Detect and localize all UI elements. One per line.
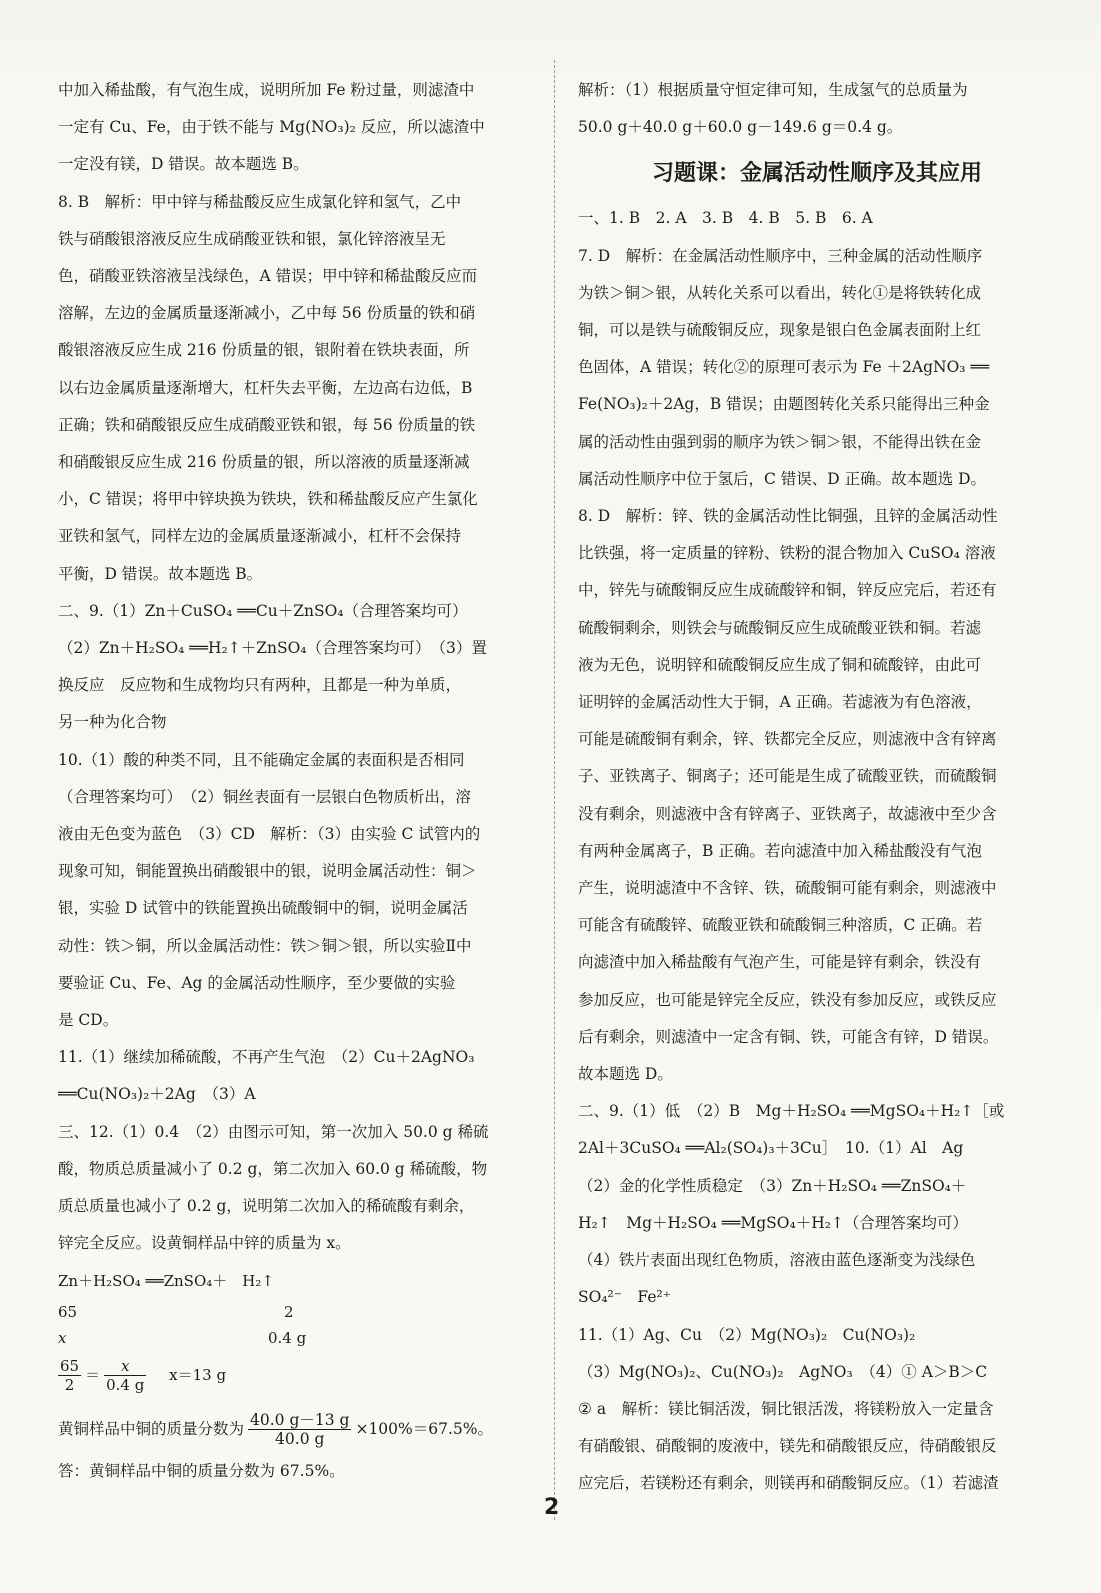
given-h2: 0.4 g: [268, 1328, 307, 1347]
right-column-line: 铜，可以是铁与硫酸铜反应，现象是银白色金属表面附上红: [578, 321, 982, 340]
left-column-line: 二、9.（1）Zn＋CuSO₄ ══Cu＋ZnSO₄（合理答案均可）: [58, 601, 468, 620]
ratio-row: $\frac{65}{2}$ ＝ $\frac{x}{0.4 g}$ x＝13 g: [60, 1357, 227, 1394]
right-column-line: 2Al＋3CuSO₄ ══Al₂(SO₄)₃＋3Cu］ 10.（1）Al Ag: [578, 1139, 964, 1158]
left-column-line: 8. B 解析：甲中锌与稀盐酸反应生成氯化锌和氢气，乙中: [58, 192, 462, 211]
right-column-line: 一、1. B 2. A 3. B 4. B 5. B 6. A: [578, 209, 873, 228]
ratio-right: $\frac{x}{0.4 g}$: [106, 1357, 145, 1394]
right-column-line: 液为无色，说明锌和硫酸铜反应生成了铜和硫酸锌，由此可: [578, 655, 982, 674]
right-column-line: 子、亚铁离子、铜离子；还可能是生成了硫酸亚铁，而硫酸铜: [578, 767, 997, 786]
reaction-equation: Zn＋H₂SO₄ ══ZnSO₄＋ H₂↑: [58, 1271, 274, 1290]
left-column-line: 和硝酸银反应生成 216 份质量的银，所以溶液的质量逐渐减: [58, 453, 470, 472]
left-column-line: 动性：铁＞铜，所以金属活动性：铁＞铜＞银，所以实验Ⅱ中: [58, 936, 472, 955]
var-x: x: [58, 1328, 67, 1347]
left-column-line: 亚铁和氢气，同样左边的金属质量逐渐减小，杠杆不会保持: [58, 527, 462, 546]
left-column-line: 酸，物质总质量减小了 0.2 g，第二次加入 60.0 g 稀硫酸，物: [58, 1159, 488, 1178]
left-column-line: （2）Zn＋H₂SO₄ ══H₂↑＋ZnSO₄（合理答案均可） （3）置: [58, 639, 487, 658]
right-column-line: SO₄²⁻ Fe²⁺: [578, 1288, 671, 1307]
right-column-line: 中，锌先与硫酸铜反应生成硫酸锌和铜，锌反应完后，若还有: [578, 581, 997, 600]
left-column-line: 质总质量也减小了 0.2 g，说明第二次加入的稀硫酸有剩余，: [58, 1197, 475, 1216]
right-top-line: 解析：（1）根据质量守恒定律可知，生成氢气的总质量为: [578, 81, 968, 99]
left-column-line: 色，硝酸亚铁溶液呈浅绿色，A 错误；甲中锌和稀盐酸反应而: [58, 267, 478, 286]
percent-fraction: $\frac{40.0 g-13 g}{40.0 g}$: [250, 1411, 350, 1448]
right-top-text: [578, 72, 1056, 146]
left-column-line: 要验证 Cu、Fe、Ag 的金属活动性顺序，至少要做的实验: [58, 973, 456, 992]
right-column-line: 有两种金属离子，B 正确。若向滤渣中加入稀盐酸没有气泡: [578, 841, 982, 860]
right-column-line: 参加反应，也可能是锌完全反应，铁没有参加反应，或铁反应: [578, 990, 997, 1009]
right-column-line: 后有剩余，则滤渣中一定含有铜、铁，可能含有锌，D 错误。: [578, 1027, 999, 1046]
left-column-line: 一定没有镁，D 错误。故本题选 B。: [58, 155, 309, 174]
right-column-line: 证明锌的金属活动性大于铜，A 正确。若滤液为有色溶液，: [578, 693, 982, 712]
right-column-line: H₂↑ Mg＋H₂SO₄ ══MgSO₄＋H₂↑（合理答案均可）: [578, 1213, 968, 1232]
page-number: 2: [544, 1495, 560, 1520]
left-column-line: 10.（1）酸的种类不同，且不能确定金属的表面积是否相同: [58, 750, 465, 769]
left-column-line: 银，实验 D 试管中的铁能置换出硫酸铜中的铜，说明金属活: [58, 899, 468, 918]
equation-block: [58, 1263, 548, 1399]
left-column-line: 换反应 反应物和生成物均只有两种，且都是一种为单质，: [58, 676, 462, 695]
percent-row: 黄铜样品中铜的质量分数为 $\frac{40.0 g-13 g}{40.0 g}$ ×100%＝67.5%。: [58, 1411, 493, 1448]
right-column-line: 产生，说明滤渣中不含锌、铁，硫酸铜可能有剩余，则滤液中: [578, 879, 997, 898]
left-column-line: 平衡，D 错误。故本题选 B。: [58, 564, 263, 583]
right-column-line: 有硝酸银、硝酸铜的废液中，镁先和硝酸银反应，待硝酸银反: [578, 1437, 997, 1456]
ratio-result: x＝13 g: [169, 1365, 227, 1384]
left-column-line: 小，C 错误；将甲中锌块换为铁块，铁和稀盐酸反应产生氯化: [58, 490, 478, 509]
right-column-line: 属的活动性由强到弱的顺序为铁＞铜＞银，不能得出铁在金: [578, 432, 982, 451]
left-column-line: 铁与硝酸银溶液反应生成硝酸亚铁和银，氯化锌溶液呈无: [58, 229, 446, 248]
right-column-line: （2）金的化学性质稳定 （3）Zn＋H₂SO₄ ══ZnSO₄＋: [578, 1176, 967, 1195]
right-column-line: 属活动性顺序中位于氢后，C 错误、D 正确。故本题选 D。: [578, 469, 986, 488]
right-column-line: 可能是硫酸铜有剩余，锌、铁都完全反应，则滤液中含有锌离: [578, 730, 997, 749]
left-column-line: 一定有 Cu、Fe，由于铁不能与 Mg(NO₃)₂ 反应，所以滤渣中: [58, 118, 485, 137]
left-column-line: （合理答案均可） （2）铜丝表面有一层银白色物质析出，溶: [58, 787, 471, 806]
left-column-line: ══Cu(NO₃)₂＋2Ag （3）A: [58, 1085, 256, 1104]
left-column-line: 正确；铁和硝酸银反应生成硝酸亚铁和银，每 56 份质量的铁: [58, 415, 476, 434]
left-column-line: 液由无色变为蓝色 （3）CD 解析：（3）由实验 C 试管内的: [58, 825, 481, 844]
right-column-line: （4）铁片表面出现红色物质，溶液由蓝色逐渐变为浅绿色: [578, 1251, 976, 1270]
right-column: [578, 72, 1056, 1503]
mass-h2: 2: [284, 1302, 294, 1321]
left-column-line: 现象可知，铜能置换出硝酸银中的银，说明金属活动性：铜＞: [58, 862, 477, 881]
left-column-line: 另一种为化合物: [58, 713, 167, 732]
left-column-line: 三、12.（1）0.4 （2）由图示可知，第一次加入 50.0 g 稀硫: [58, 1122, 489, 1141]
right-text-lines: [578, 200, 1056, 1502]
ratio-left: $\frac{65}{2}$: [60, 1357, 80, 1394]
right-column-line: 没有剩余，则滤液中含有锌离子、亚铁离子，故滤液中至少含: [578, 804, 997, 823]
mass-zn: 65: [58, 1302, 78, 1321]
left-column-line: 溶解，左边的金属质量逐渐减小，乙中每 56 份质量的铁和硝: [58, 304, 476, 323]
right-top-line: 50.0 g＋40.0 g＋60.0 g－149.6 g＝0.4 g。: [578, 118, 903, 137]
right-column-line: 8. D 解析：锌、铁的金属活动性比铜强，且锌的金属活动性: [578, 507, 998, 526]
column-divider: [554, 60, 555, 1520]
left-column-line: 以右边金属质量逐渐增大，杠杆失去平衡，左边高右边低，B: [58, 378, 473, 397]
left-column-line: 酸银溶液反应生成 216 份质量的银，银附着在铁块表面，所: [58, 341, 470, 360]
left-column-line: 11.（1）继续加稀硫酸，不再产生气泡 （2）Cu＋2AgNO₃: [58, 1048, 475, 1067]
left-column-line: 中加入稀盐酸，有气泡生成，说明所加 Fe 粉过量，则滤渣中: [58, 81, 475, 99]
section-title: 习题课：金属活动性顺序及其应用: [651, 161, 982, 187]
left-column-line: 锌完全反应。设黄铜样品中锌的质量为 x。: [58, 1234, 351, 1253]
right-column-line: ② a 解析：镁比铜活泼，铜比银活泼，将镁粉放入一定量含: [578, 1399, 994, 1418]
right-column-line: 向滤渣中加入稀盐酸有气泡产生，可能是锌有剩余，铁没有: [578, 953, 982, 972]
right-column-line: 为铁＞铜＞银，从转化关系可以看出，转化①是将铁转化成: [578, 283, 982, 302]
left-column-line: 是 CD。: [58, 1011, 119, 1030]
right-column-line: 色固体，A 错误；转化②的原理可表示为 Fe ＋2AgNO₃ ══: [578, 358, 990, 377]
right-column-line: 可能含有硫酸锌、硫酸亚铁和硫酸铜三种溶质，C 正确。若: [578, 916, 983, 935]
final-answer: 答：黄铜样品中铜的质量分数为 67.5%。: [58, 1461, 345, 1480]
right-column-line: 11.（1）Ag、Cu （2）Mg(NO₃)₂ Cu(NO₃)₂: [578, 1325, 916, 1344]
right-column-line: 7. D 解析：在金属活动性顺序中，三种金属的活动性顺序: [578, 246, 983, 265]
right-column-line: Fe(NO₃)₂＋2Ag，B 错误；由题图转化关系只能得出三种金: [578, 395, 990, 414]
left-text-lines: [58, 72, 548, 1263]
right-column-line: 硫酸铜剩余，则铁会与硫酸铜反应生成硫酸亚铁和铜。若滤: [578, 618, 982, 637]
right-column-line: 故本题选 D。: [578, 1065, 673, 1084]
right-column-line: （3）Mg(NO₃)₂、Cu(NO₃)₂ AgNO₃ （4）① A＞B＞C: [578, 1362, 988, 1381]
right-column-line: 比铁强，将一定质量的锌粉、铁粉的混合物加入 CuSO₄ 溶液: [578, 544, 996, 563]
left-column: [58, 72, 548, 1490]
right-column-line: 二、9.（1）低 （2）B Mg＋H₂SO₄ ══MgSO₄＋H₂↑［或: [578, 1102, 1005, 1121]
right-column-line: 应完后，若镁粉还有剩余，则镁再和硝酸铜反应。（1）若滤渣: [578, 1474, 999, 1493]
